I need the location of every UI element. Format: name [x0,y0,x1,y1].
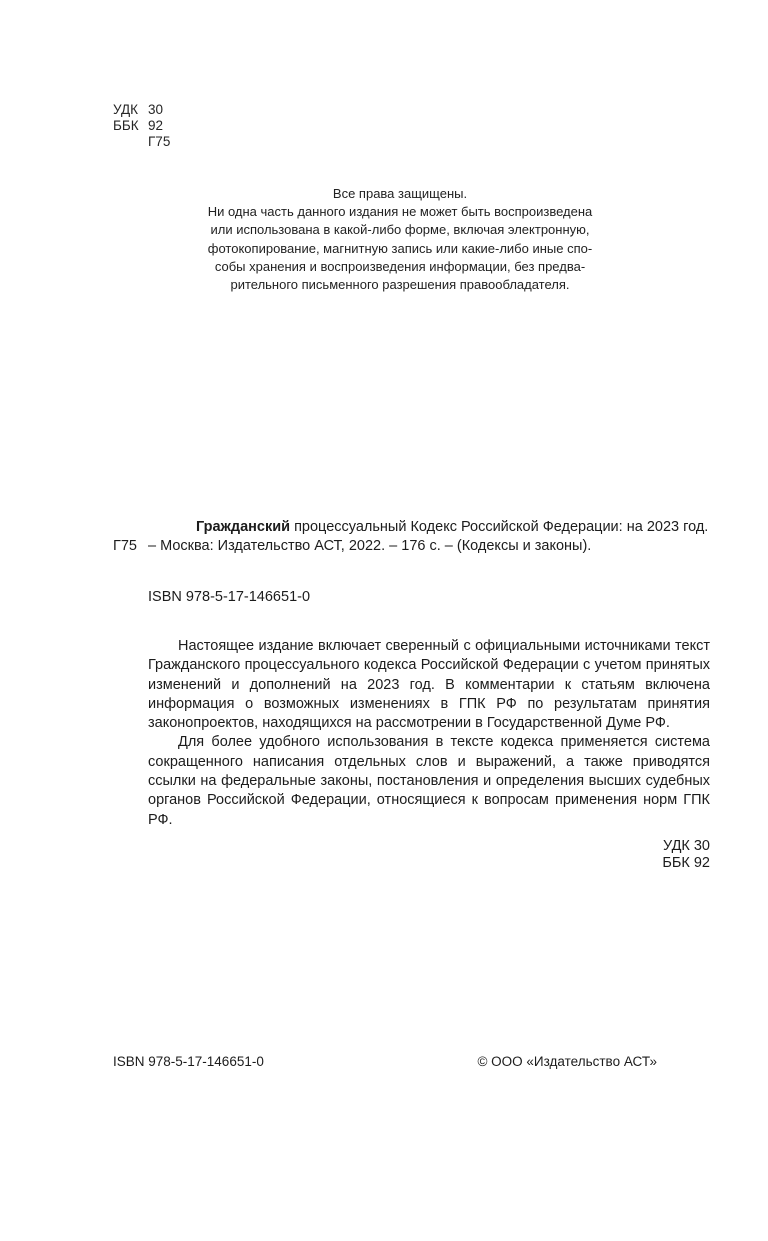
biblio-author-mark: Г75 [113,538,137,554]
annotation-paragraph: Настоящее издание включает сверенный с официальными источниками текст Гражданского процессуального кодекса Российской Федерации с учетом принятых изменений и дополнений на 2023 год. В комментарии к статьям включена информация о возможных изменениях в ГПК РФ по результатам принятия законопроектов, находящихся на рассмотрении в Государственной Думе РФ. [148,638,710,732]
classification-row-bbk [113,118,170,134]
classification-bottom-bbk: ББК 92 [662,854,710,871]
rights-notice-line: собы хранения и воспроизведения информации, без предва- [214,258,586,274]
classification-label-bbk: ББК [113,118,139,133]
classification-label-udk: УДК [113,102,138,117]
rights-notice-line: фотокопирование, магнитную запись или какие-либо иные спо- [207,240,593,256]
page-footer [113,1053,657,1071]
footer-copyright: © ООО «Издательство АСТ» [477,1054,657,1069]
classification-bottom-udk: УДК 30 [663,838,710,854]
classification-value-udk: 30 [148,102,164,117]
rights-notice-line: рительного письменного разрешения правообладателя. [230,277,570,293]
rights-notice-line: Ни одна часть данного издания не может быть воспроизведена [207,204,593,220]
biblio-description: процессуальный Кодекс Российской Федерации: на 2023 год. – Москва: Издательство АСТ, 2022. – 176 с. – (Кодексы и законы). [148,519,709,554]
biblio-record [148,518,710,556]
rights-notice [145,185,655,294]
classification-row-udk [113,102,170,118]
footer-isbn: ISBN 978-5-17-146651-0 [113,1054,264,1069]
isbn-body: ISBN 978-5-17-146651-0 [148,589,311,605]
biblio-title-bold: Гражданский [196,519,291,535]
annotation-paragraph: Для более удобного использования в тексте кодекса применяется система сокращенного написания отдельных слов и выражений, а также приводятся ссылки на федеральные законы, постановления и определения высших судебных органов Российской Федерации, относящиеся к вопросам применения норм ГПК РФ. [148,734,710,828]
classification-value-author-mark: Г75 [148,134,171,149]
rights-notice-line: или использована в какой-либо форме, включая электронную, [210,222,590,238]
classification-codes [113,102,170,150]
classification-row-author-mark [113,134,170,150]
rights-notice-line: Все права защищены. [332,186,468,201]
classification-value-bbk: 92 [148,118,164,133]
classification-codes-bottom [510,838,710,871]
annotation-block [148,637,710,830]
